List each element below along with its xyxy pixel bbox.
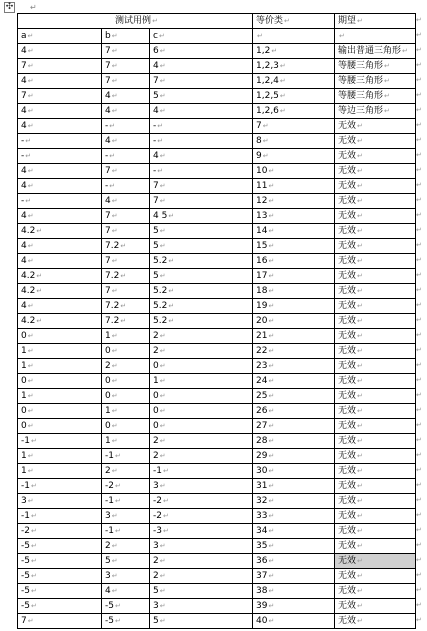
cell-c: -2↵: [150, 494, 253, 509]
cell-expected: 等腰三角形↵: [335, 89, 416, 104]
cell-expected: 无效↵: [335, 554, 416, 569]
row-end-mark: ↵: [416, 451, 422, 459]
cell-c: 3↵: [150, 539, 253, 554]
cell-b: 0↵: [102, 374, 150, 389]
cell-b: 7.2↵: [102, 314, 150, 329]
table-row: [18, 494, 416, 509]
row-end-mark: ↵: [416, 151, 422, 159]
row-end-mark: ↵: [416, 196, 422, 204]
cell-expected: 无效↵: [335, 569, 416, 584]
row-end-mark: ↵: [416, 556, 422, 564]
cell-equivalence-class: 28↵: [253, 434, 335, 449]
cell-expected: 无效↵: [335, 164, 416, 179]
cell-equivalence-class: 1,2↵: [253, 44, 335, 59]
cell-expected: 无效↵: [335, 389, 416, 404]
cell-b: 7↵: [102, 44, 150, 59]
table-row: [18, 209, 416, 224]
cell-b: -1↵: [102, 449, 150, 464]
row-end-mark: ↵: [416, 316, 422, 324]
cell-expected: 等腰三角形↵: [335, 59, 416, 74]
row-end-mark: ↵: [416, 31, 422, 39]
row-end-mark: ↵: [416, 421, 422, 429]
cell-equivalence-class: 1,2,3↵: [253, 59, 335, 74]
cell-a: 4↵: [18, 74, 102, 89]
table-row: [18, 284, 416, 299]
test-case-table: [17, 13, 416, 629]
table-row: [18, 374, 416, 389]
cell-expected: 无效↵: [335, 299, 416, 314]
cell-equivalence-class: 36↵: [253, 554, 335, 569]
empty-cell: ↵: [335, 29, 416, 44]
cell-equivalence-class: 1,2,6↵: [253, 104, 335, 119]
cell-b: 7↵: [102, 59, 150, 74]
cell-a: 0↵: [18, 404, 102, 419]
cell-c: 0↵: [150, 359, 253, 374]
cell-equivalence-class: 33↵: [253, 509, 335, 524]
cell-a: -↵: [18, 149, 102, 164]
cell-c: 7↵: [150, 194, 253, 209]
cell-c: 5↵: [150, 239, 253, 254]
table-row: [18, 104, 416, 119]
cell-a: -5↵: [18, 569, 102, 584]
cell-c: -3↵: [150, 524, 253, 539]
cell-b: -5↵: [102, 614, 150, 629]
cell-equivalence-class: 22↵: [253, 344, 335, 359]
cell-equivalence-class: 26↵: [253, 404, 335, 419]
cell-c: 4↵: [150, 59, 253, 74]
cell-b: 5↵: [102, 554, 150, 569]
cell-a: 4↵: [18, 239, 102, 254]
row-end-mark: ↵: [416, 136, 422, 144]
row-end-mark: ↵: [416, 361, 422, 369]
cell-b: -5↵: [102, 599, 150, 614]
cell-expected: 无效↵: [335, 119, 416, 134]
table-row: [18, 419, 416, 434]
cell-c: 0↵: [150, 404, 253, 419]
cell-equivalence-class: 38↵: [253, 584, 335, 599]
cell-b: 4↵: [102, 104, 150, 119]
cell-equivalence-class: 1,2,5↵: [253, 89, 335, 104]
row-end-mark: ↵: [416, 271, 422, 279]
row-end-mark: ↵: [416, 106, 422, 114]
row-end-mark: ↵: [416, 346, 422, 354]
cell-c: 5.2↵: [150, 254, 253, 269]
table-row: [18, 59, 416, 74]
row-end-mark: ↵: [416, 481, 422, 489]
row-end-mark: ↵: [416, 76, 422, 84]
cell-a: 4.2↵: [18, 269, 102, 284]
table-row: [18, 434, 416, 449]
cell-c: -↵: [150, 134, 253, 149]
cell-b: 1↵: [102, 329, 150, 344]
cell-expected: 无效↵: [335, 509, 416, 524]
cell-c: 5↵: [150, 89, 253, 104]
cell-equivalence-class: 14↵: [253, 224, 335, 239]
cell-b: 7↵: [102, 209, 150, 224]
header-expected: 期望↵: [335, 14, 416, 29]
cell-expected: 无效↵: [335, 329, 416, 344]
cell-b: 7.2↵: [102, 239, 150, 254]
cell-b: 0↵: [102, 344, 150, 359]
column-c: c↵: [150, 29, 253, 44]
row-end-mark: ↵: [416, 601, 422, 609]
cell-b: 0↵: [102, 389, 150, 404]
cell-c: 5.2↵: [150, 284, 253, 299]
cell-expected: 无效↵: [335, 539, 416, 554]
table-row: [18, 389, 416, 404]
row-end-mark: ↵: [416, 541, 422, 549]
cell-equivalence-class: 27↵: [253, 419, 335, 434]
cell-c: 4↵: [150, 104, 253, 119]
cell-c: 0↵: [150, 389, 253, 404]
cell-a: 4↵: [18, 209, 102, 224]
row-end-mark: ↵: [416, 61, 422, 69]
table-row: [18, 599, 416, 614]
cell-b: 7↵: [102, 224, 150, 239]
empty-cell: ↵: [253, 29, 335, 44]
cell-equivalence-class: 23↵: [253, 359, 335, 374]
cell-a: -5↵: [18, 554, 102, 569]
cell-a: 1↵: [18, 464, 102, 479]
cell-c: -2↵: [150, 509, 253, 524]
cell-b: 2↵: [102, 359, 150, 374]
row-end-mark: ↵: [416, 211, 422, 219]
cell-a: 1↵: [18, 344, 102, 359]
row-end-mark: ↵: [416, 586, 422, 594]
cell-a: -2↵: [18, 524, 102, 539]
table-row: [18, 134, 416, 149]
cell-a: -1↵: [18, 509, 102, 524]
cell-a: 0↵: [18, 329, 102, 344]
table-row: [18, 254, 416, 269]
cell-a: 7↵: [18, 89, 102, 104]
cell-expected: 无效↵: [335, 449, 416, 464]
cell-c: -↵: [150, 119, 253, 134]
cell-expected: 无效↵: [335, 419, 416, 434]
cell-expected: 等边三角形↵: [335, 104, 416, 119]
cell-expected: 无效↵: [335, 584, 416, 599]
cell-a: 1↵: [18, 389, 102, 404]
cell-a: -↵: [18, 194, 102, 209]
table-row: [18, 464, 416, 479]
table-row: [18, 404, 416, 419]
cell-a: 4↵: [18, 119, 102, 134]
cell-expected: 无效↵: [335, 599, 416, 614]
cell-equivalence-class: 1,2,4↵: [253, 74, 335, 89]
cell-expected: 无效↵: [335, 314, 416, 329]
cell-equivalence-class: 15↵: [253, 239, 335, 254]
cell-c: 6↵: [150, 44, 253, 59]
cell-b: -1↵: [102, 524, 150, 539]
cell-a: 4↵: [18, 44, 102, 59]
cell-a: -5↵: [18, 539, 102, 554]
row-end-mark: ↵: [416, 91, 422, 99]
cell-a: 4.2↵: [18, 284, 102, 299]
cell-expected: 无效↵: [335, 239, 416, 254]
cell-equivalence-class: 21↵: [253, 329, 335, 344]
cell-c: 5↵: [150, 614, 253, 629]
cell-a: 4↵: [18, 164, 102, 179]
cell-c: 7↵: [150, 179, 253, 194]
table-row: [18, 119, 416, 134]
table-move-handle-icon[interactable]: ✣: [5, 2, 14, 12]
cell-b: 3↵: [102, 569, 150, 584]
cell-b: 7.2↵: [102, 269, 150, 284]
cell-equivalence-class: 25↵: [253, 389, 335, 404]
cell-a: 4↵: [18, 254, 102, 269]
header-row: [18, 14, 416, 29]
cell-equivalence-class: 7↵: [253, 119, 335, 134]
cell-c: 4↵: [150, 149, 253, 164]
table-row: [18, 509, 416, 524]
table-row: [18, 554, 416, 569]
cell-equivalence-class: 20↵: [253, 314, 335, 329]
table-row: [18, 269, 416, 284]
column-header-row: [18, 29, 416, 44]
cell-equivalence-class: 18↵: [253, 284, 335, 299]
cell-a: 0↵: [18, 419, 102, 434]
row-end-mark: ↵: [416, 406, 422, 414]
cell-expected: 无效↵: [335, 269, 416, 284]
cell-b: 7↵: [102, 164, 150, 179]
cell-expected: 无效↵: [335, 134, 416, 149]
row-end-mark: ↵: [416, 16, 422, 24]
table-row: [18, 539, 416, 554]
cell-expected: 输出普通三角形↵: [335, 44, 416, 59]
cell-c: 5↵: [150, 224, 253, 239]
cell-a: -1↵: [18, 434, 102, 449]
cell-expected: 无效↵: [335, 374, 416, 389]
cell-equivalence-class: 30↵: [253, 464, 335, 479]
cell-c: 5↵: [150, 584, 253, 599]
table-row: [18, 179, 416, 194]
table-row: [18, 584, 416, 599]
cell-a: 4.2↵: [18, 314, 102, 329]
row-end-mark: ↵: [416, 121, 422, 129]
table-row: [18, 359, 416, 374]
row-end-mark: ↵: [416, 526, 422, 534]
cell-equivalence-class: 12↵: [253, 194, 335, 209]
row-end-mark: ↵: [416, 241, 422, 249]
row-end-mark: ↵: [416, 226, 422, 234]
row-end-mark: ↵: [416, 181, 422, 189]
cell-a: 4↵: [18, 299, 102, 314]
cell-expected: 无效↵: [335, 359, 416, 374]
cell-b: 7↵: [102, 254, 150, 269]
row-end-mark: ↵: [416, 436, 422, 444]
table-row: [18, 299, 416, 314]
cell-equivalence-class: 35↵: [253, 539, 335, 554]
table-row: [18, 314, 416, 329]
row-end-mark: ↵: [416, 466, 422, 474]
cell-expected: 无效↵: [335, 344, 416, 359]
cell-a: -5↵: [18, 584, 102, 599]
row-end-mark: ↵: [416, 571, 422, 579]
table-row: [18, 164, 416, 179]
cell-b: 7↵: [102, 284, 150, 299]
cell-b: 7↵: [102, 74, 150, 89]
cell-a: 0↵: [18, 374, 102, 389]
row-end-mark: ↵: [416, 391, 422, 399]
cell-c: -↵: [150, 164, 253, 179]
cell-a: 4↵: [18, 179, 102, 194]
cell-c: 5↵: [150, 269, 253, 284]
cell-b: 3↵: [102, 509, 150, 524]
cell-c: 2↵: [150, 449, 253, 464]
row-end-mark: ↵: [416, 286, 422, 294]
cell-equivalence-class: 29↵: [253, 449, 335, 464]
cell-expected: 无效↵: [335, 284, 416, 299]
cell-b: 2↵: [102, 464, 150, 479]
cell-equivalence-class: 10↵: [253, 164, 335, 179]
cell-b: 1↵: [102, 434, 150, 449]
cell-c: -1↵: [150, 464, 253, 479]
cell-b: -↵: [102, 179, 150, 194]
cell-c: 1↵: [150, 374, 253, 389]
cell-expected: 无效↵: [335, 209, 416, 224]
cell-equivalence-class: 11↵: [253, 179, 335, 194]
cell-c: 7↵: [150, 74, 253, 89]
cell-c: 3↵: [150, 599, 253, 614]
cell-c: 0↵: [150, 419, 253, 434]
column-a: a↵: [18, 29, 102, 44]
table-row: [18, 449, 416, 464]
cell-equivalence-class: 32↵: [253, 494, 335, 509]
row-end-mark: ↵: [416, 331, 422, 339]
cell-a: 7↵: [18, 614, 102, 629]
cell-b: -↵: [102, 149, 150, 164]
table-row: [18, 524, 416, 539]
table-row: [18, 44, 416, 59]
cell-b: -2↵: [102, 479, 150, 494]
cell-equivalence-class: 40↵: [253, 614, 335, 629]
cell-a: 3↵: [18, 494, 102, 509]
cell-c: 5.2↵: [150, 314, 253, 329]
column-b: b↵: [102, 29, 150, 44]
table-row: [18, 614, 416, 629]
cell-equivalence-class: 16↵: [253, 254, 335, 269]
cell-c: 5.2↵: [150, 299, 253, 314]
table-row: [18, 74, 416, 89]
cell-a: 4.2↵: [18, 224, 102, 239]
cell-equivalence-class: 13↵: [253, 209, 335, 224]
table-row: [18, 239, 416, 254]
cell-b: 4↵: [102, 584, 150, 599]
table-row: [18, 89, 416, 104]
header-test-cases: 测试用例↵: [18, 14, 253, 29]
table-row: [18, 224, 416, 239]
cell-b: -↵: [102, 119, 150, 134]
cell-expected: 无效↵: [335, 149, 416, 164]
cell-equivalence-class: 34↵: [253, 524, 335, 539]
cell-b: 4↵: [102, 194, 150, 209]
cell-equivalence-class: 9↵: [253, 149, 335, 164]
cell-expected: 无效↵: [335, 404, 416, 419]
cell-expected: 无效↵: [335, 434, 416, 449]
cell-a: 7↵: [18, 59, 102, 74]
cell-expected: 无效↵: [335, 614, 416, 629]
cell-c: 2↵: [150, 344, 253, 359]
cell-equivalence-class: 8↵: [253, 134, 335, 149]
cell-expected: 无效↵: [335, 494, 416, 509]
cell-b: 1↵: [102, 404, 150, 419]
cell-c: 2↵: [150, 569, 253, 584]
cell-equivalence-class: 37↵: [253, 569, 335, 584]
cell-equivalence-class: 17↵: [253, 269, 335, 284]
cell-b: -1↵: [102, 494, 150, 509]
cell-a: 4↵: [18, 104, 102, 119]
cell-expected: 无效↵: [335, 524, 416, 539]
cell-a: -↵: [18, 134, 102, 149]
cell-b: 7.2↵: [102, 299, 150, 314]
cell-c: 4 5↵: [150, 209, 253, 224]
paragraph-mark: ↵: [30, 3, 37, 12]
table-row: [18, 149, 416, 164]
cell-c: 2↵: [150, 434, 253, 449]
cell-expected: 无效↵: [335, 464, 416, 479]
cell-b: 2↵: [102, 539, 150, 554]
row-end-mark: ↵: [416, 46, 422, 54]
cell-c: 2↵: [150, 554, 253, 569]
table-row: [18, 329, 416, 344]
cell-a: 1↵: [18, 449, 102, 464]
cell-expected: 无效↵: [335, 224, 416, 239]
cell-a: 1↵: [18, 359, 102, 374]
cell-equivalence-class: 31↵: [253, 479, 335, 494]
table-row: [18, 194, 416, 209]
row-end-mark: ↵: [416, 166, 422, 174]
cell-expected: 无效↵: [335, 254, 416, 269]
cell-equivalence-class: 19↵: [253, 299, 335, 314]
table-row: [18, 479, 416, 494]
cell-equivalence-class: 24↵: [253, 374, 335, 389]
cell-c: 2↵: [150, 329, 253, 344]
row-end-mark: ↵: [416, 496, 422, 504]
table-row: [18, 569, 416, 584]
cell-a: -5↵: [18, 599, 102, 614]
table-row: [18, 344, 416, 359]
cell-expected: 无效↵: [335, 194, 416, 209]
row-end-mark: ↵: [416, 256, 422, 264]
cell-a: -1↵: [18, 479, 102, 494]
row-end-mark: ↵: [416, 376, 422, 384]
cell-expected: 无效↵: [335, 179, 416, 194]
cell-expected: 无效↵: [335, 479, 416, 494]
header-equivalence-class: 等价类↵: [253, 14, 335, 29]
cell-equivalence-class: 39↵: [253, 599, 335, 614]
cell-c: 3↵: [150, 479, 253, 494]
cell-b: 0↵: [102, 419, 150, 434]
row-end-mark: ↵: [416, 301, 422, 309]
row-end-mark: ↵: [416, 616, 422, 624]
cell-expected: 等腰三角形↵: [335, 74, 416, 89]
cell-b: 4↵: [102, 89, 150, 104]
row-end-mark: ↵: [416, 511, 422, 519]
cell-b: 4↵: [102, 134, 150, 149]
